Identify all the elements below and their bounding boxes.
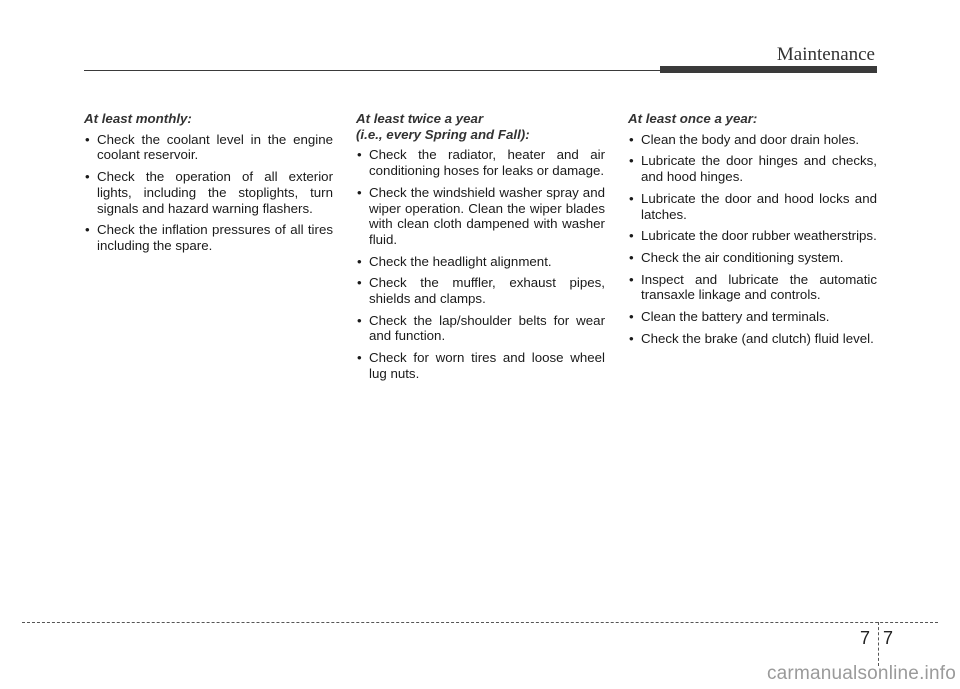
section-title: Maintenance [776, 44, 875, 65]
chapter-number: 7 [860, 628, 871, 648]
list-item: • Check for worn tires and loose wheel lug nuts. [356, 350, 605, 381]
list-item: • Lubricate the door and hood locks and latches. [628, 191, 877, 222]
header-rule-thick [660, 66, 877, 73]
list-item: • Check the air conditioning system. [628, 250, 877, 266]
list-item: • Check the muffler, exhaust pipes, shields and clamps. [356, 275, 605, 306]
list-item: • Check the windshield washer spray and wiper operation. Clean the wiper blades with clean cloth dampened with washer fluid. [356, 185, 605, 248]
list-item: • Check the brake (and clutch) fluid level. [628, 331, 877, 347]
column-once-a-year [628, 111, 877, 352]
watermark: carmanualsonline.info [766, 663, 956, 684]
header-rule-thin [84, 70, 660, 71]
list-item: • Lubricate the door rubber weatherstrips. [628, 228, 877, 244]
list-item: • Check the inflation pressures of all tires including the spare. [84, 222, 333, 253]
list-item: • Check the operation of all exterior lights, including the stoplights, turn signals and hazard warning flashers. [84, 169, 333, 216]
column-heading: At least twice a year (i.e., every Spring and Fall): [356, 111, 530, 142]
list-item: • Check the radiator, heater and air conditioning hoses for leaks or damage. [356, 147, 605, 178]
list-item: • Check the lap/shoulder belts for wear and function. [356, 313, 605, 344]
list-item: • Check the headlight alignment. [356, 254, 605, 270]
column-heading: At least monthly: [84, 111, 192, 126]
footer-dashed-divider [878, 622, 879, 666]
list-item: • Inspect and lubricate the automatic transaxle linkage and controls. [628, 272, 877, 303]
checklist [628, 132, 877, 347]
list-item: • Clean the battery and terminals. [628, 309, 877, 325]
checklist [84, 132, 333, 254]
checklist [356, 147, 605, 381]
footer-dashed-rule [22, 622, 938, 623]
list-item: • Check the coolant level in the engine coolant reservoir. [84, 132, 333, 163]
column-monthly [84, 111, 333, 260]
list-item: • Lubricate the door hinges and checks, and hood hinges. [628, 153, 877, 184]
page-number: 7 [883, 628, 894, 648]
list-item: • Clean the body and door drain holes. [628, 132, 877, 148]
column-heading: At least once a year: [628, 111, 758, 126]
column-twice-a-year [356, 111, 605, 388]
